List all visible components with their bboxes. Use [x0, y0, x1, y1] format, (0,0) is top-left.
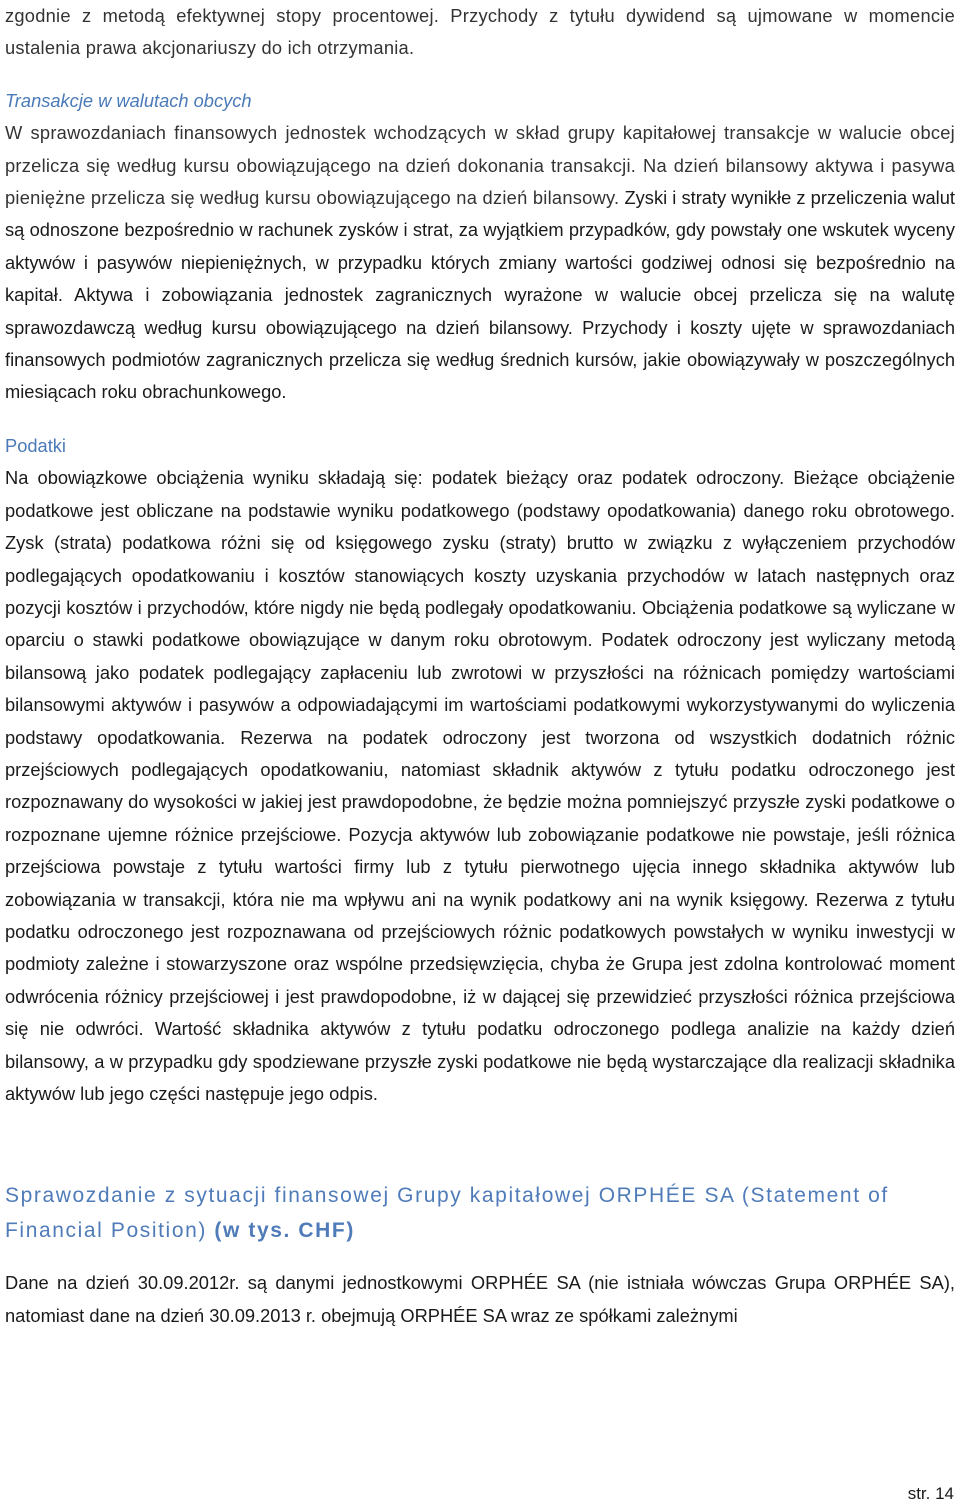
statement-title-unit: (w tys. CHF): [214, 1219, 355, 1243]
tax-section-paragraph: Na obowiązkowe obciążenia wyniku składają się: podatek bieżący oraz podatek odroczony. Bieżące obciążenie podatkowe jest obliczane na podstawie wyniku podatkowego (podstawy opodatkowania) danego roku obrotowego. Zysk (strata) podatkowa różni się od księgowego zysku (straty) brutto w związku z wyłączeniem przychodów podlegających opodatkowaniu i kosztów stanowiących koszty uzyskania przychodów w latach następnych oraz pozycji kosztów i przychodów, które nigdy nie będą podlegały opodatkowaniu. Obciążenia podatkowe są wyliczane w oparciu o stawki podatkowe obowiązujące w danym roku obrotowym. Podatek odroczony jest wyliczany metodą bilansową jako podatek podlegający zapłaceniu lub zwrotowi w przyszłości na różnicach pomiędzy wartościami bilansowymi aktywów i pasywów a odpowiadającymi im wartościami podatkowymi wykorzystywanymi do wyliczenia podstawy opodatkowania. Rezerwa na podatek odroczony jest tworzona od wszystkich dodatnich różnic przejściowych podlegających opodatkowaniu, natomiast składnik aktywów z tytułu podatku odroczonego jest rozpoznawany do wysokości w jakiej jest prawdopodobne, że będzie można pomniejszyć przyszłe zyski podatkowe o rozpoznane ujemne różnice przejściowe. Pozycja aktywów lub zobowiązanie podatkowe nie powstaje, jeśli różnica przejściowa powstaje z tytułu wartości firmy lub z tytułu pierwotnego ujęcia innego składnika aktywów lub zobowiązania w transakcji, która nie ma wpływu ani na wynik podatkowy ani na wynik księgowy. Rezerwa z tytułu podatku odroczonego jest rozpoznawana od przejściowych różnic podatkowych powstałych w wyniku inwestycji w podmioty zależne i stowarzyszone oraz wspólne przedsięwzięcia, chyba że Grupa jest zdolna kontrolować moment odwrócenia różnicy przejściowej i jest prawdopodobne, iż w dającej się przewidzieć przyszłości różnica przejściowa się nie odwróci. Wartość składnika aktywów z tytułu podatku odroczonego podlega analizie na każdy dzień bilansowy, a w przypadku gdy spodziewane przyszłe zyski podatkowe nie będą wystarczające dla realizacji składnika aktywów lub jego części następuje jego odpis.: [5, 467, 955, 1104]
spacer: [5, 409, 955, 430]
fx-section-paragraph: [5, 117, 955, 409]
fx-paragraph-part2: Zyski i straty wynikłe z przeliczenia walut są odnoszone bezpośrednio w rachunek zysków i strat, za wyjątkiem przypadków, gdy powstały one wskutek wyceny aktywów i pasywów niepieniężnych, w przypadku których zmiany wartości godziwej odnosi się bezpośrednio na kapitał. Aktywa i zobowiązania jednostek zagranicznych wyrażone w walucie obcej przelicza się na walutę sprawozdawczą według kursu obowiązującego na dzień bilansowy. Przychody i koszty ujęte w sprawozdaniach finansowych podmiotów zagranicznych przelicza się według średnich kursów, jakie obowiązywały w poszczególnych miesiącach roku obrachunkowego.: [5, 187, 955, 403]
statement-section-title: [5, 1178, 955, 1248]
spacer: [5, 1110, 955, 1178]
tax-section-heading: Podatki: [5, 434, 66, 456]
page-number: str. 14: [907, 1484, 954, 1503]
spacer: [5, 1248, 955, 1267]
spacer: [5, 65, 955, 85]
statement-title-main: Sprawozdanie z sytuacji finansowej Grupy kapitałowej ORPHÉE SA (Statement of Financial Position): [5, 1184, 889, 1243]
fx-section-heading: Transakcje w walutach obcych: [5, 89, 252, 111]
fx-paragraph-part1: W sprawozdaniach finansowych jednostek wchodzących w skład grupy kapitałowej transakcje w walucie obcej przelicza się według kursu obowiązującego na dzień dokonania transakcji. Na dzień bilansowy aktywa i pasywa pieniężne przelicza się według kursu obowiązującego na dzień bilansowy.: [5, 122, 955, 209]
document-page: [5, 0, 955, 1332]
statement-section-paragraph: Dane na dzień 30.09.2012r. są danymi jednostkowymi ORPHÉE SA (nie istniała wówczas Grupa ORPHÉE SA), natomiast dane na dzień 30.09.2013 r. obejmują ORPHÉE SA wraz ze spółkami zależnymi: [5, 1272, 955, 1326]
intro-paragraph: zgodnie z metodą efektywnej stopy procentowej. Przychody z tytułu dywidend są ujmowane w momencie ustalenia prawa akcjonariuszy do ich otrzymania.: [5, 5, 955, 59]
